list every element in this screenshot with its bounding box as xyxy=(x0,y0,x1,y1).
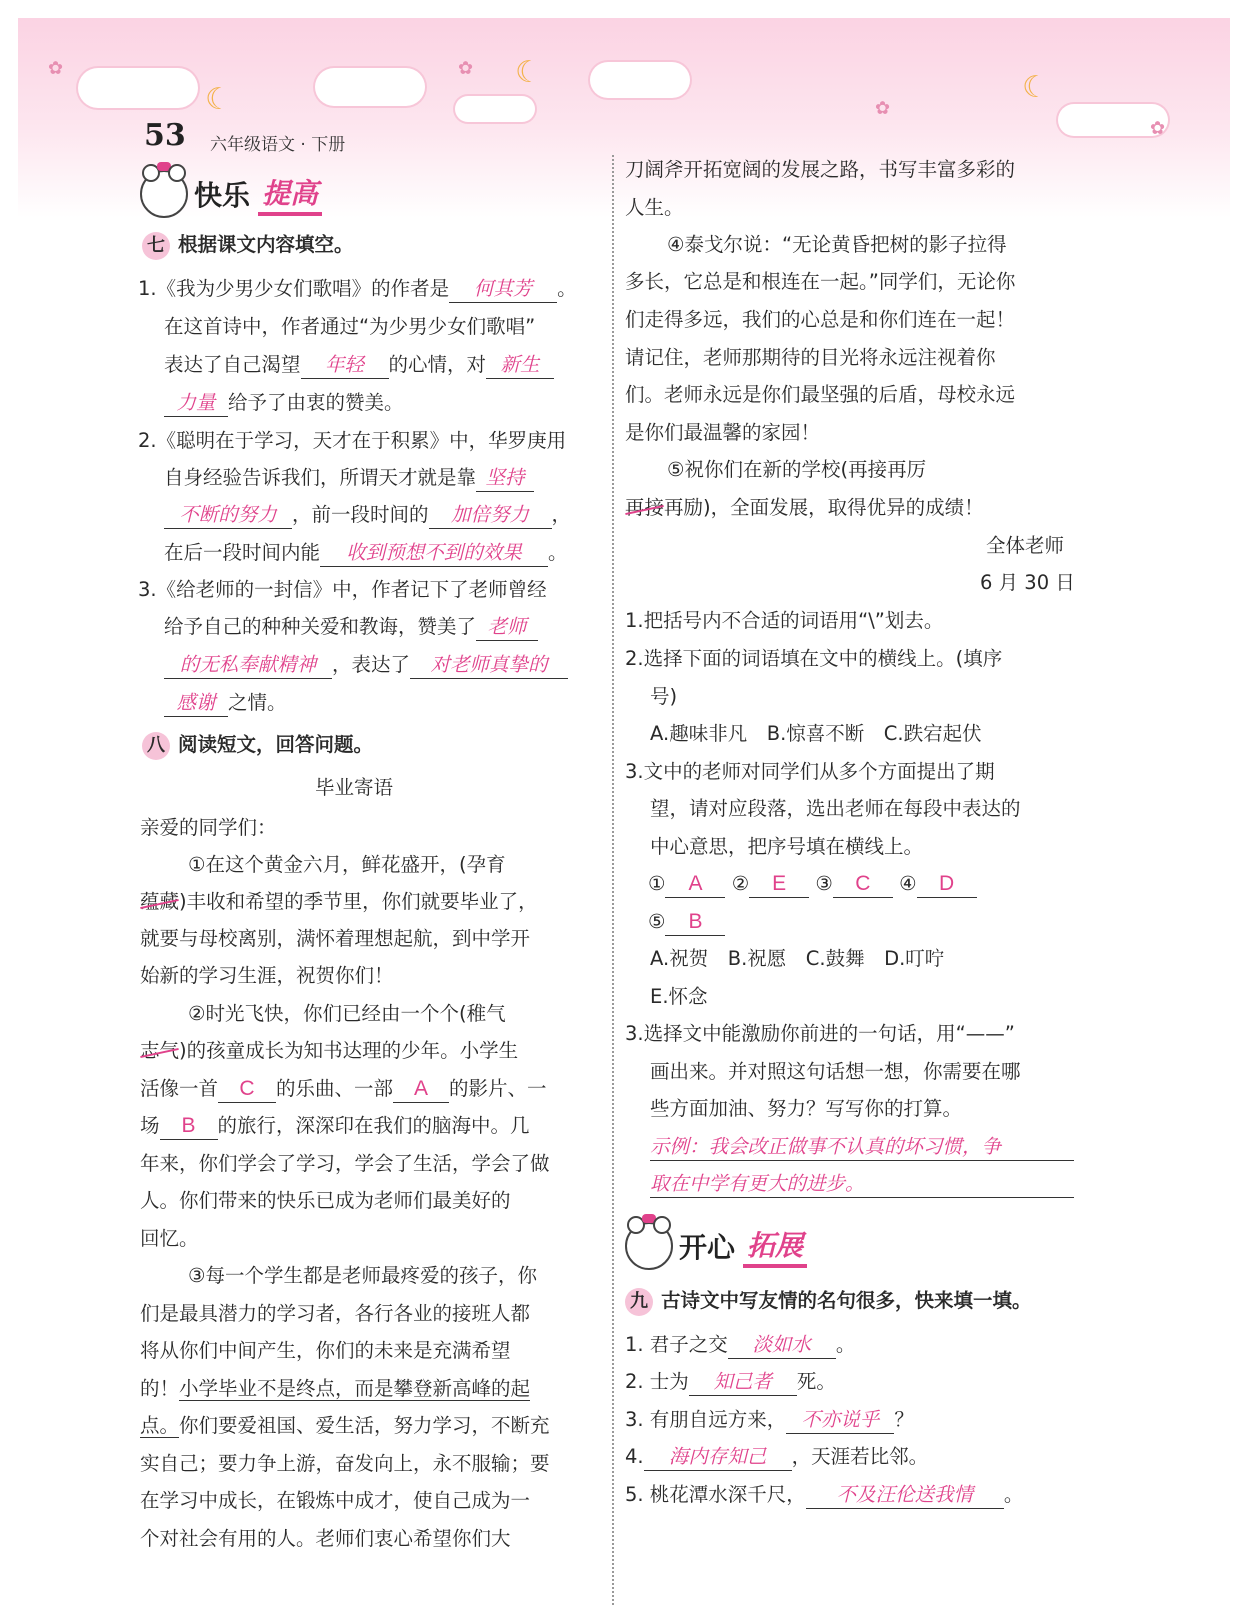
answer-blank: C xyxy=(833,871,893,898)
answer-row xyxy=(648,909,725,936)
star-icon: ✿ xyxy=(1150,118,1166,139)
text: 的心情，对 xyxy=(388,353,487,376)
text: 活像一首 xyxy=(140,1077,219,1100)
answer-row xyxy=(648,871,977,898)
text: ④泰戈尔说：“无论黄昏把树的影子拉得 xyxy=(667,233,1007,256)
sub-question xyxy=(625,646,1002,672)
text: 个对社会有用的人。老师们衷心希望你们大 xyxy=(140,1527,511,1550)
underlined-sentence: 小学毕业不是终点，而是攀登新高峰的起 xyxy=(179,1377,531,1400)
essay-line xyxy=(188,1001,506,1027)
answer-blank: A xyxy=(393,1076,449,1103)
text: A.趣味非凡 B.惊喜不断 C.跌宕起伏 xyxy=(650,722,982,745)
answer-blank: 感谢 xyxy=(164,690,228,717)
written-answer xyxy=(650,1171,1074,1198)
essay-title: 毕业寄语 xyxy=(315,776,394,799)
moon-icon: ☾ xyxy=(515,55,542,90)
essay-line xyxy=(140,1376,530,1402)
text: 们走得多远，我们的心总是和你们连在一起！ xyxy=(625,308,1016,331)
answer-blank: 收到预想不到的效果 xyxy=(320,540,548,567)
essay-line xyxy=(667,232,1007,258)
question-title: 根据课文内容填空。 xyxy=(178,233,354,256)
essay-line xyxy=(140,1338,511,1364)
answer-blank: 新生 xyxy=(486,352,554,379)
text: 自身经验告诉我们，所谓天才就是靠 xyxy=(164,466,477,489)
q7-line xyxy=(164,540,568,567)
q7-line xyxy=(138,577,547,603)
answer-blank: D xyxy=(917,871,977,898)
text: 。 xyxy=(835,1333,856,1356)
question-9-title xyxy=(625,1288,1032,1316)
bear-icon xyxy=(140,170,188,218)
sub-question xyxy=(650,1096,962,1122)
answer-blank: B xyxy=(665,909,725,936)
text: ，表达了 xyxy=(332,653,411,676)
underlined-sentence: 点。 xyxy=(140,1414,180,1437)
question-badge: 九 xyxy=(625,1288,653,1316)
answer-blank: 的无私奉献精神 xyxy=(164,652,332,679)
essay-line xyxy=(140,1038,518,1064)
text: 再励)，全面发展，取得优异的成绩！ xyxy=(664,496,984,519)
poem-item xyxy=(625,1332,855,1359)
sub-question xyxy=(650,1059,1021,1085)
sub-question xyxy=(625,608,943,634)
text: 刀阔斧开拓宽阔的发展之路，书写丰富多彩的 xyxy=(625,158,1016,181)
text: 3. 有朋自远方来， xyxy=(625,1408,787,1431)
text: 在学习中成长，在锻炼中成才，使自己成为一 xyxy=(140,1489,531,1512)
section-main-title: 开心 xyxy=(679,1231,736,1264)
text: 实自己；要力争上游，奋发向上，永不服输；要 xyxy=(140,1452,550,1475)
essay-line xyxy=(625,382,1015,408)
star-icon: ✿ xyxy=(875,98,891,119)
answer-blank: 淡如水 xyxy=(728,1332,836,1359)
text: 人生。 xyxy=(625,196,684,219)
text: 的旅行，深深印在我们的脑海中。几 xyxy=(217,1114,530,1137)
essay-line xyxy=(140,1451,550,1477)
q7-line xyxy=(138,428,566,454)
text: E.怀念 xyxy=(650,985,708,1008)
q7-line xyxy=(138,276,577,303)
question-badge: 七 xyxy=(142,232,170,260)
answer-blank: 年轻 xyxy=(301,352,389,379)
text: 中心意思，把序号填在横线上。 xyxy=(650,835,924,858)
text: 1.《我为少男少女们歌唱》的作者是 xyxy=(138,277,450,300)
moon-icon: ☾ xyxy=(205,82,232,117)
text: 1.把括号内不合适的词语用“\”划去。 xyxy=(625,609,944,632)
text: ①在这个黄金六月，鲜花盛开，(孕育 xyxy=(188,853,506,876)
text: 。 xyxy=(1003,1483,1024,1506)
essay-line xyxy=(188,852,506,878)
bear-icon xyxy=(625,1222,673,1270)
answer-blank: 加倍努力 xyxy=(429,502,552,529)
text: 们是最具潜力的学习者，各行各业的接班人都 xyxy=(140,1302,531,1325)
cloud-decoration xyxy=(455,96,535,122)
answer-blank: 力量 xyxy=(164,390,228,417)
column-divider xyxy=(612,155,614,1605)
letter-date: 6 月 30 日 xyxy=(980,571,1075,594)
question-badge: 八 xyxy=(142,732,170,760)
poem-item xyxy=(625,1444,928,1471)
q7-line xyxy=(164,352,554,379)
answer-blank: 坚持 xyxy=(476,465,534,492)
text: 2.选择下面的词语填在文中的横线上。(填序 xyxy=(625,647,1003,670)
sub-question xyxy=(650,796,1021,822)
text: 年来，你们学会了学习，学会了生活，学会了做 xyxy=(140,1152,550,1175)
struck-word: 志气 xyxy=(140,1039,180,1062)
text: 回忆。 xyxy=(140,1227,199,1250)
sub-question xyxy=(625,1021,1015,1047)
essay-line xyxy=(140,1188,511,1214)
text: 死。 xyxy=(796,1370,836,1393)
sub-question xyxy=(650,834,923,860)
text: 望，请对应段落，选出老师在每段中表达的 xyxy=(650,797,1021,820)
book-title: 六年级语文 · 下册 xyxy=(210,135,346,155)
answer-blank: 对老师真挚的 xyxy=(410,652,568,679)
text: 号) xyxy=(650,685,678,708)
essay-line xyxy=(140,1151,550,1177)
sub-question xyxy=(650,684,677,710)
struck-word: 蕴藏 xyxy=(140,890,180,913)
text: 给予了由衷的赞美。 xyxy=(228,391,404,414)
text: ② xyxy=(731,872,750,895)
star-icon: ✿ xyxy=(458,58,474,79)
text: 。 xyxy=(557,277,577,300)
text: ⑤祝你们在新的学校(再接再厉 xyxy=(667,458,927,481)
text: 多长，它总是和根连在一起。”同学们，无论你 xyxy=(625,270,1016,293)
text: ？ xyxy=(894,1408,914,1431)
essay-line xyxy=(140,1076,547,1103)
text: 在这首诗中，作者通过“为少男少女们歌唱” xyxy=(164,315,536,338)
cloud-decoration xyxy=(590,62,690,98)
essay-line xyxy=(625,269,1015,295)
poem-item xyxy=(625,1369,836,1396)
section-header-happy xyxy=(140,170,322,218)
poem-item xyxy=(625,1407,914,1434)
essay-line xyxy=(140,1488,530,1514)
text: 2. 士为 xyxy=(625,1370,689,1393)
star-icon: ✿ xyxy=(48,58,64,79)
text: 3.选择文中能激励你前进的一句话，用“——” xyxy=(625,1022,1015,1045)
text: )的孩童成长为知书达理的少年。小学生 xyxy=(179,1039,519,1062)
answer-blank: 不及汪伦送我情 xyxy=(806,1482,1004,1509)
essay-line xyxy=(140,926,530,952)
text: 表达了自己渴望 xyxy=(164,353,301,376)
answer-blank: A xyxy=(665,871,725,898)
q7-line xyxy=(164,614,538,641)
text: A.祝贺 B.祝愿 C.鼓舞 D.叮咛 xyxy=(650,947,945,970)
text: 们。老师永远是你们最坚强的后盾，母校永远 xyxy=(625,383,1016,406)
q7-line xyxy=(164,652,568,679)
essay-line xyxy=(140,1301,530,1327)
text: 始新的学习生涯，祝贺你们！ xyxy=(140,964,394,987)
text: 些方面加油、努力？写写你的打算。 xyxy=(650,1097,963,1120)
written-answer xyxy=(650,1134,1074,1161)
text: 之情。 xyxy=(228,691,287,714)
essay-greeting: 亲爱的同学们： xyxy=(140,816,277,839)
text: 的乐曲、一部 xyxy=(276,1077,394,1100)
text: 3.《给老师的一封信》中，作者记下了老师曾经 xyxy=(138,578,547,601)
essay-line xyxy=(625,345,996,371)
text: 就要与母校离别，满怀着理想起航，到中学开 xyxy=(140,927,531,950)
text: 给予自己的种种关爱和教诲，赞美了 xyxy=(164,615,477,638)
section-header-fun xyxy=(625,1222,807,1270)
text: ③ xyxy=(815,872,833,895)
text: 场 xyxy=(140,1114,160,1137)
q7-line xyxy=(164,690,287,717)
text: ③每一个学生都是老师最疼爱的孩子，你 xyxy=(188,1264,537,1287)
answer-blank: 知己者 xyxy=(689,1369,797,1396)
answer-blank: B xyxy=(160,1113,218,1140)
section-sub-title: 拓展 xyxy=(743,1224,807,1268)
answer-blank: E xyxy=(749,871,809,898)
poem-item xyxy=(625,1482,1023,1509)
essay-line xyxy=(140,889,538,915)
answer-blank: 老师 xyxy=(476,614,538,641)
q7-line xyxy=(164,465,534,492)
question-title: 古诗文中写友情的名句很多，快来填一填。 xyxy=(661,1289,1032,1312)
text: 示例：我会改正做事不认真的坏习惯，争 xyxy=(650,1135,1002,1158)
text: 将从你们中间产生，你们的未来是充满希望 xyxy=(140,1339,511,1362)
page-number: 53 xyxy=(144,118,186,153)
q7-line xyxy=(164,502,571,529)
essay-line xyxy=(140,1526,511,1552)
text: )丰收和希望的季节里，你们就要毕业了， xyxy=(179,890,538,913)
essay-line xyxy=(140,1226,199,1252)
text: 是你们最温馨的家园！ xyxy=(625,421,821,444)
moon-icon: ☾ xyxy=(1022,70,1049,105)
essay-line xyxy=(625,195,684,221)
question-8-title xyxy=(142,732,373,760)
essay-line xyxy=(625,157,1015,183)
essay-line xyxy=(625,307,1015,333)
options-line xyxy=(650,946,944,972)
text: 。 xyxy=(548,541,568,564)
answer-blank: 何其芳 xyxy=(449,276,557,303)
section-main-title: 快乐 xyxy=(194,179,251,212)
text: 人。你们带来的快乐已成为老师们最美好的 xyxy=(140,1189,511,1212)
text: 请记住，老师那期待的目光将永远注视着你 xyxy=(625,346,996,369)
text: 你们要爱祖国、爱生活，努力学习，不断充 xyxy=(179,1414,550,1437)
cloud-decoration xyxy=(315,68,425,106)
q7-line xyxy=(164,390,404,417)
text: ① xyxy=(648,872,666,895)
answer-blank: C xyxy=(218,1076,276,1103)
essay-line xyxy=(140,1113,530,1140)
question-title: 阅读短文，回答问题。 xyxy=(178,733,374,756)
text: 3.文中的老师对同学们从多个方面提出了期 xyxy=(625,760,995,783)
text: 5. 桃花潭水深千尺， xyxy=(625,1483,806,1506)
text: 4. xyxy=(625,1445,644,1468)
q7-line xyxy=(164,314,535,340)
options-line xyxy=(650,721,982,747)
text: ④ xyxy=(899,872,917,895)
text: ②时光飞快，你们已经由一个个(稚气 xyxy=(188,1002,506,1025)
question-7-title xyxy=(142,232,354,260)
signature: 全体老师 xyxy=(986,534,1065,557)
text: ， xyxy=(551,503,572,526)
text: 2.《聪明在于学习，天才在于积累》中，华罗庚用 xyxy=(138,429,567,452)
text: ⑤ xyxy=(648,910,666,933)
sub-question xyxy=(625,759,995,785)
text: ，前一段时间的 xyxy=(292,503,429,526)
struck-word: 再接 xyxy=(625,496,665,519)
text: ，天涯若比邻。 xyxy=(791,1445,929,1468)
cloud-decoration xyxy=(78,68,198,108)
answer-blank: 不断的努力 xyxy=(164,502,292,529)
text: 在后一段时间内能 xyxy=(164,541,321,564)
options-line xyxy=(650,984,708,1010)
answer-blank: 海内存知己 xyxy=(644,1444,792,1471)
answer-blank: 不亦说乎 xyxy=(786,1407,894,1434)
essay-line xyxy=(188,1263,537,1289)
section-sub-title: 提高 xyxy=(258,172,322,216)
essay-line xyxy=(625,495,984,521)
text: 的！ xyxy=(140,1377,180,1400)
text: 取在中学有更大的进步。 xyxy=(650,1172,865,1195)
text: 1. 君子之交 xyxy=(625,1333,728,1356)
essay-line xyxy=(140,1413,550,1439)
essay-line xyxy=(140,963,394,989)
text: 的影片、一 xyxy=(449,1077,547,1100)
essay-line xyxy=(625,420,820,446)
essay-line xyxy=(667,457,926,483)
text: 画出来。并对照这句话想一想，你需要在哪 xyxy=(650,1060,1021,1083)
